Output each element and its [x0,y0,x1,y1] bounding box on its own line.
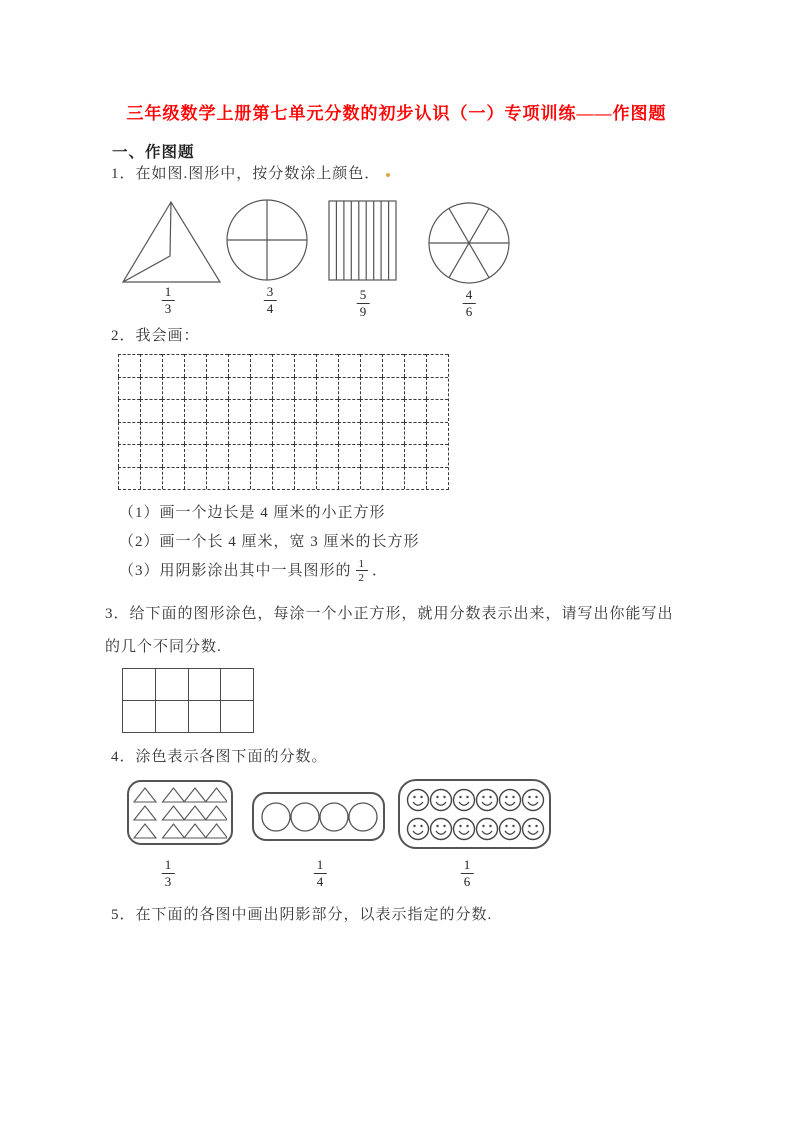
fraction [264,285,277,317]
question-4-text: 4．涂色表示各图下面的分数。 [111,749,328,765]
circle-sixths-figure [428,202,510,284]
grid-cell [316,354,338,377]
grid-cell [162,399,184,422]
grid-cell [250,354,272,377]
grid-cell [360,377,382,400]
grid-cell [294,467,316,490]
grid-cell [184,354,206,377]
grid-cell [206,354,228,377]
grid-cell [316,377,338,400]
grid-cell [250,399,272,422]
grid-cell [220,700,253,732]
smiley-face-icon [522,818,543,839]
grid-cell [360,467,382,490]
smileys-box-figure [398,779,551,849]
grid-cell [250,467,272,490]
grid-cell [382,422,404,445]
grid-cell [404,444,426,467]
grid-cell [360,422,382,445]
grid-cell [228,444,250,467]
grid-cell [272,399,294,422]
grid-cell [140,467,162,490]
grid-cell [338,377,360,400]
grid-cell [426,467,448,490]
question-1-label: 1．在如图.图形中，按分数涂上颜色． [111,166,381,182]
smiley-face-icon [476,789,497,810]
grid-cell [162,354,184,377]
grid-cell [316,399,338,422]
grid-cell [162,422,184,445]
grid-cell [360,399,382,422]
grid-cell [294,444,316,467]
smiley-face-icon [453,789,474,810]
grid-cell [404,467,426,490]
grid-cell [250,377,272,400]
smiley-face-icon [407,789,428,810]
grid-cell [382,444,404,467]
grid-cell [206,377,228,400]
grid-cell [228,467,250,490]
grid-cell [162,467,184,490]
grid-cell [272,467,294,490]
grid-cell [140,399,162,422]
smiley-face-icon [499,789,520,810]
question-2-subitem-1: （1）画一个边长是 4 厘米的小正方形 [119,505,386,521]
fraction [463,288,476,320]
grid-cell [140,354,162,377]
grid-cell [426,444,448,467]
grid-cell [228,399,250,422]
grid-cell [382,354,404,377]
grid-cell [118,377,140,400]
smiley-face-icon [430,818,451,839]
grid-cell [404,399,426,422]
smiley-face-icon [499,818,520,839]
grid-cell [426,399,448,422]
grid-cell [206,422,228,445]
grid-cell [272,354,294,377]
fraction-denominator: 4 [266,300,274,316]
fraction [162,285,175,317]
question-2-text: 2．我会画： [111,328,200,344]
grid-cell [206,444,228,467]
grid-cell [294,377,316,400]
fraction-numerator: 1 [461,858,474,874]
grid-cell [316,422,338,445]
fraction-numerator: 1 [314,858,327,874]
triangles-box-figure [127,780,233,845]
grid-cell [118,399,140,422]
grid-cell [338,467,360,490]
grid-cell [338,444,360,467]
grid-cell [228,354,250,377]
grid-cell [426,377,448,400]
grid-cell [338,399,360,422]
grid-cell [206,399,228,422]
grid-cell [294,354,316,377]
grid-cell [382,467,404,490]
question-1-text [111,164,390,184]
grid-cell [382,377,404,400]
smiley-face-icon [476,818,497,839]
fraction [162,858,175,890]
grid-cell [426,354,448,377]
grid-cell [272,444,294,467]
grid-cell [404,422,426,445]
grid-cell [118,354,140,377]
striped-square-figure [328,200,397,281]
grid-cell [162,377,184,400]
subitem-3-suffix: ． [372,563,389,580]
smiley-face-icon [522,789,543,810]
grid-cell [250,444,272,467]
grid-cell [184,377,206,400]
grid-cell [228,422,250,445]
grid-cell [188,700,221,732]
circle-row [259,797,379,837]
fraction-denominator: 3 [164,300,172,316]
smiley-face-icon [453,818,474,839]
fraction-denominator: 6 [463,873,471,889]
smiley-grid [405,785,545,844]
dashed-drawing-grid [118,354,449,490]
fraction-numerator: 3 [264,285,277,301]
subitem-3-prefix: （3）用阴影涂出其中一具图形的 [119,563,352,580]
grid-cell [140,422,162,445]
grid-cell [404,354,426,377]
grid-cell [155,700,188,732]
section-heading: 一、作图题 [112,144,195,161]
triangle-thirds-figure [120,197,224,287]
question-2-subitem-3 [119,558,388,584]
fraction-denominator: 6 [465,303,473,319]
fraction-numerator: 5 [357,288,370,304]
grid-cell [118,444,140,467]
grid-cell [188,668,221,700]
grid-cell [118,467,140,490]
grid-cell [316,467,338,490]
fraction-numerator: 1 [356,558,369,571]
grid-cell [272,377,294,400]
grid-cell [122,668,155,700]
grid-cell [228,377,250,400]
grid-cell [184,444,206,467]
fraction-denominator: 9 [359,303,367,319]
question-5-text: 5．在下面的各图中画出阴影部分，以表示指定的分数. [111,907,493,923]
question-2-subitem-2: （2）画一个长 4 厘米，宽 3 厘米的长方形 [119,534,420,550]
fraction-numerator: 1 [162,285,175,301]
grid-cell [184,422,206,445]
grid-cell [122,700,155,732]
fraction [461,858,474,890]
grid-cell [360,354,382,377]
fraction-denominator: 3 [164,873,172,889]
grid-cell [155,668,188,700]
fraction-denominator: 4 [316,873,324,889]
grid-cell [294,399,316,422]
fraction-numerator: 1 [162,858,175,874]
grid-cell [206,467,228,490]
grid-cell [426,422,448,445]
circles-box-figure [252,792,385,841]
grid-cell [338,422,360,445]
grid-cell [140,377,162,400]
grid-cell [184,467,206,490]
grid-cell [162,444,184,467]
grid-cell [220,668,253,700]
circle-quarters-figure [226,199,308,281]
fraction-numerator: 4 [463,288,476,304]
fraction-denominator: 2 [358,572,366,585]
fraction [357,288,370,320]
grid-cell [272,422,294,445]
smiley-face-icon [430,789,451,810]
question-3-text: 3．给下面的图形涂色，每涂一个小正方形，就用分数表示出来，请写出你能写出的几个不同分数. [105,606,674,655]
grid-cell [382,399,404,422]
grid-cell [118,422,140,445]
grid-cell [184,399,206,422]
grid-cell [316,444,338,467]
grid-cell [338,354,360,377]
page-title: 三年级数学上册第七单元分数的初步认识（一）专项训练——作图题 [126,104,667,123]
coloring-grid [122,668,254,733]
triangle-row [133,804,227,821]
orange-dot [386,173,390,177]
triangle-row [133,786,227,803]
fraction [314,858,327,890]
grid-cell [250,422,272,445]
triangle-row [133,822,227,839]
grid-cell [360,444,382,467]
grid-cell [404,377,426,400]
fraction [356,558,369,584]
grid-cell [294,422,316,445]
smiley-face-icon [407,818,428,839]
grid-cell [140,444,162,467]
